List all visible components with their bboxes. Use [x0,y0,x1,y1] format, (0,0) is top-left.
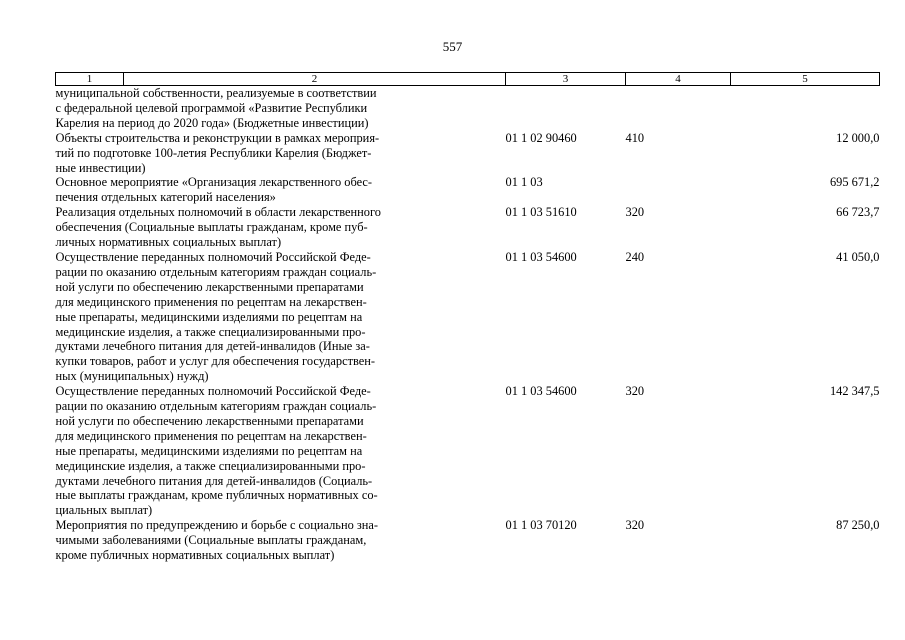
row-expense-type [626,86,731,131]
row-amount: 41 050,0 [836,249,880,264]
row-amount: 66 723,7 [836,205,880,220]
row-amount [731,86,880,131]
row-code: 01 1 03 54600 [505,249,577,264]
column-header-4: 4 [626,73,731,86]
row-amount: 142 347,5 [829,384,880,399]
row-code: 01 1 03 54600 [505,384,577,399]
table-row [56,384,880,518]
row-amount: 695 671,2 [829,175,880,190]
column-header-3: 3 [506,73,626,86]
column-header-2: 2 [124,73,506,86]
column-header-5: 5 [731,73,880,86]
table-row [56,205,880,250]
row-expense-type: 320 [625,384,645,399]
page-number: 557 [442,39,463,54]
row-code: 01 1 03 51610 [505,205,577,220]
row-expense-type: 240 [625,249,645,264]
budget-table [55,72,880,563]
row-description: Реализация отдельных полномочий в области лекарственного обеспечения (Социальные выплаты гражданам, кроме пуб- личных нормативных социальных выплат) [55,205,381,250]
row-description: Мероприятия по предупреждению и борьбе с социально зна- чимыми заболеваниями (Социальные выплаты гражданам, кроме публичных нормативных социальных выплат) [55,518,379,563]
row-expense-type: 410 [625,130,645,145]
table-row [56,250,880,384]
table-row [56,175,880,205]
table-row [56,518,880,563]
table-row [56,131,880,176]
column-header-1: 1 [56,73,124,86]
row-description: муниципальной собственности, реализуемые в соответствии с федеральной целевой программой «Развитие Республики Карелия на период до 2020 года» (Бюджетные инвестиции) [55,86,377,130]
row-expense-type: 320 [625,518,645,533]
row-expense-type: 320 [625,205,645,220]
row-amount: 87 250,0 [836,518,880,533]
row-expense-type [626,175,731,205]
row-code: 01 1 02 90460 [505,130,577,145]
table-row [56,86,880,131]
header-row [56,73,880,86]
row-amount: 12 000,0 [836,130,880,145]
row-description: Основное мероприятие «Организация лекарственного обес- печения отдельных категорий населения» [55,175,373,205]
row-code: 01 1 03 [505,175,543,190]
row-description: Осуществление переданных полномочий Российской Феде- рации по оказанию отдельным категориям граждан социаль- ной услуги по обеспечению лекарственными препаратами для медицинского применения по рецептам на лекарствен- ные препараты, медицинскими изделиями по рецептам на медицинские изделия, а также специализированными про- дуктами лечебного питания для детей-инвалидов (Иные за- купки товаров, работ и услуг для обеспечения государствен- ных (муниципальных) нужд) [55,249,377,384]
row-code [506,86,626,131]
row-description: Объекты строительства и реконструкции в рамках мероприя- тий по подготовке 100-летия Республики Карелия (Бюджет- ные инвестиции) [55,130,380,175]
row-code: 01 1 03 70120 [505,518,577,533]
row-description: Осуществление переданных полномочий Российской Феде- рации по оказанию отдельным категориям граждан социаль- ной услуги по обеспечению лекарственными препаратами для медицинского применения по рецептам на лекарствен- ные препараты, медицинскими изделиями по рецептам на медицинские изделия, а также специализированными про- дуктами лечебного питания для детей-инвалидов (Социаль- ные выплаты гражданам, кроме публичных нормативных со- циальных выплат) [55,384,378,518]
